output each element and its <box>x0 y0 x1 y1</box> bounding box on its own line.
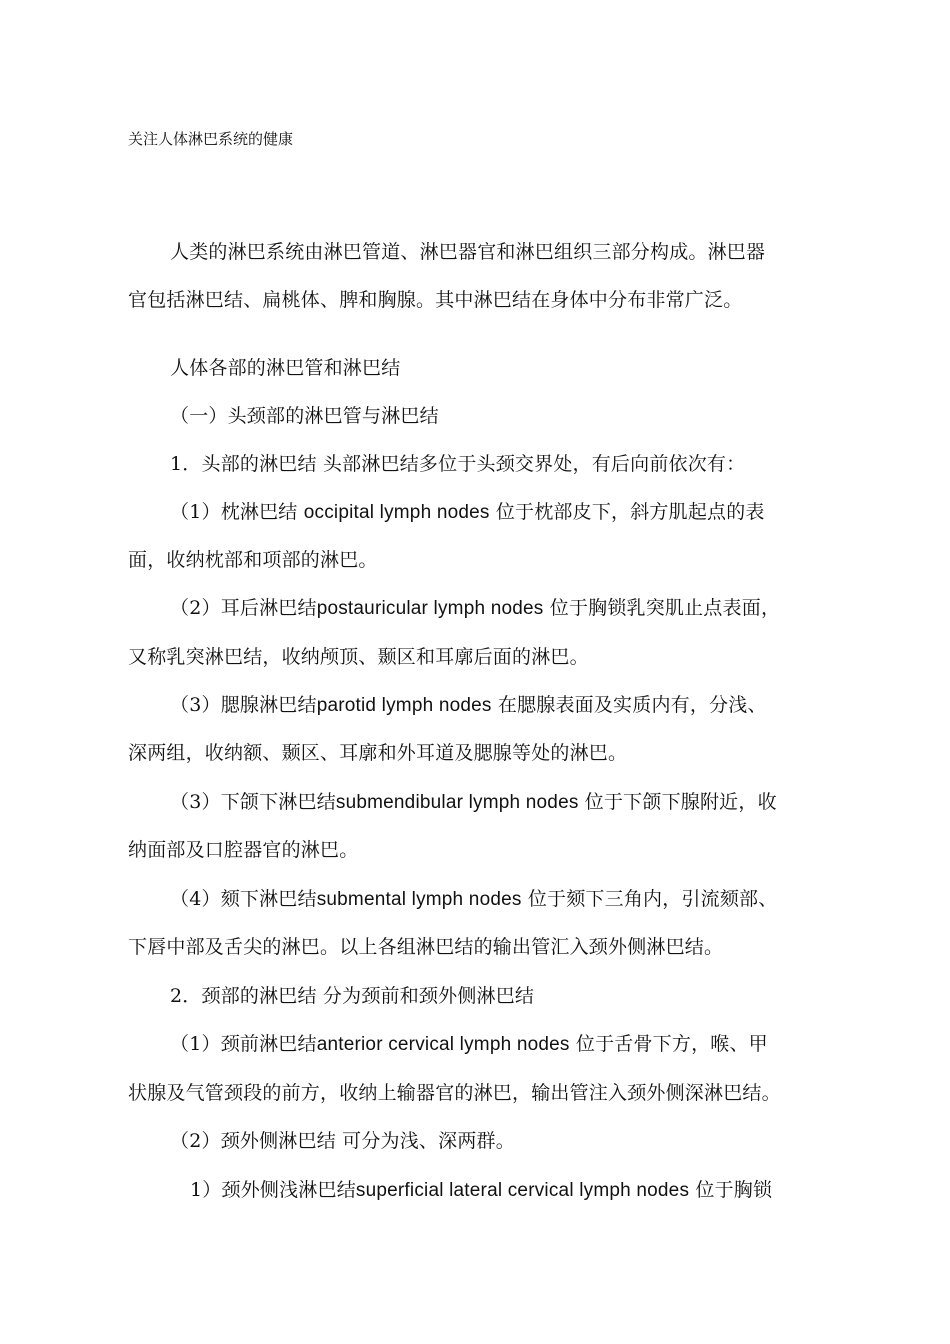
paragraph-8-prefix: 1）颈外侧浅淋巴结 <box>190 1179 356 1201</box>
page-title: 关注人体淋巴系统的健康 <box>128 130 294 148</box>
paragraph-2-line-1 <box>170 594 780 623</box>
paragraph-3-latin-term: parotid lymph nodes <box>316 695 492 716</box>
paragraph-5-suffix: 位于颏下三角内，引流颏部、 <box>521 888 778 910</box>
paragraph-2-prefix: （2）耳后淋巴结 <box>170 597 317 619</box>
paragraph-6-prefix: （1）颈前淋巴结 <box>170 1033 317 1055</box>
paragraph-6-suffix: 位于舌骨下方，喉、甲 <box>569 1033 768 1055</box>
paragraph-5-latin-term: submental lymph nodes <box>316 889 522 910</box>
paragraph-2-latin-term: postauricular lymph nodes <box>316 598 544 619</box>
paragraph-4-latin-term: submendibular lymph nodes <box>335 792 579 813</box>
paragraph-6-line-2: 状腺及气管颈段的前方，收纳上输器官的淋巴，输出管注入颈外侧深淋巴结。 <box>128 1082 781 1104</box>
paragraph-2-line-2: 又称乳突淋巴结，收纳颅顶、颞区和耳廓后面的淋巴。 <box>128 646 589 668</box>
paragraph-4-suffix: 位于下颌下腺附近，收 <box>578 791 777 813</box>
paragraph-5-line-1 <box>170 885 777 914</box>
item-2-title: 2．颈部的淋巴结 分为颈前和颈外侧淋巴结 <box>170 985 535 1007</box>
subsection-heading-1: （一）头颈部的淋巴管与淋巴结 <box>170 405 439 427</box>
intro-line-1: 人类的淋巴系统由淋巴管道、淋巴器官和淋巴组织三部分构成。淋巴器 <box>170 241 766 263</box>
section-heading: 人体各部的淋巴管和淋巴结 <box>170 357 401 379</box>
paragraph-6-line-1 <box>170 1030 768 1059</box>
paragraph-1-latin-term: occipital lymph nodes <box>303 502 490 523</box>
paragraph-4-line-1 <box>170 788 777 817</box>
paragraph-1-suffix: 位于枕部皮下，斜方肌起点的表 <box>489 501 765 523</box>
paragraph-1-prefix: （1）枕淋巴结 <box>170 501 304 523</box>
paragraph-7: （2）颈外侧淋巴结 可分为浅、深两群。 <box>170 1130 515 1152</box>
paragraph-8-line-1 <box>190 1176 772 1205</box>
paragraph-2-suffix: 位于胸锁乳突肌止点表面， <box>543 597 781 619</box>
item-1-title: 1．头部的淋巴结 头部淋巴结多位于头颈交界处，有后向前依次有： <box>170 453 746 475</box>
paragraph-1-line-1 <box>170 498 765 527</box>
intro-line-2: 官包括淋巴结、扁桃体、脾和胸腺。其中淋巴结在身体中分布非常广泛。 <box>128 289 743 311</box>
paragraph-8-suffix: 位于胸锁 <box>689 1179 773 1201</box>
paragraph-3-suffix: 在腮腺表面及实质内有，分浅、 <box>491 694 767 716</box>
paragraph-5-prefix: （4）颏下淋巴结 <box>170 888 317 910</box>
paragraph-8-latin-term: superficial lateral cervical lymph nodes <box>355 1180 690 1201</box>
paragraph-1-line-2: 面，收纳枕部和项部的淋巴。 <box>128 549 378 571</box>
paragraph-5-line-2: 下唇中部及舌尖的淋巴。以上各组淋巴结的输出管汇入颈外侧淋巴结。 <box>128 936 724 958</box>
paragraph-3-prefix: （3）腮腺淋巴结 <box>170 694 317 716</box>
paragraph-4-prefix: （3）下颌下淋巴结 <box>170 791 336 813</box>
paragraph-4-line-2: 纳面部及口腔器官的淋巴。 <box>128 839 359 861</box>
paragraph-6-latin-term: anterior cervical lymph nodes <box>316 1034 570 1055</box>
paragraph-3-line-1 <box>170 691 767 720</box>
paragraph-3-line-2: 深两组，收纳额、颞区、耳廓和外耳道及腮腺等处的淋巴。 <box>128 742 628 764</box>
